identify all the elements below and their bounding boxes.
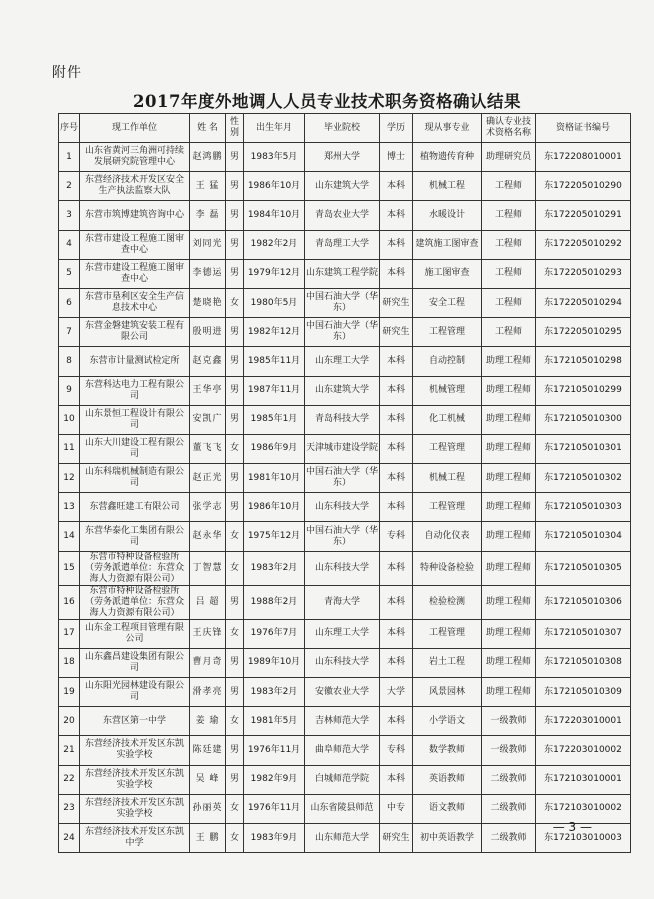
cell-birth: 1981年10月: [244, 464, 305, 493]
table-row: [59, 823, 631, 852]
cell-edu: 本科: [380, 585, 413, 619]
cell-no: 11: [59, 434, 80, 463]
cell-sex: 女: [226, 434, 244, 463]
cell-birth: 1983年2月: [244, 678, 305, 707]
cell-unit: 东营科达电力工程有限公司: [80, 376, 190, 405]
table-row: [59, 551, 631, 585]
cell-school: 中国石油大学（华东）: [305, 464, 380, 493]
cell-cert: 东172105010302: [536, 464, 631, 493]
cell-name: 姜 瑜: [190, 707, 226, 736]
header-cert: 资格证书编号: [536, 114, 631, 143]
cell-sex: 男: [226, 648, 244, 677]
cell-sex: 女: [226, 619, 244, 648]
cell-edu: 研究生: [380, 318, 413, 347]
cell-school: 山东科技大学: [305, 648, 380, 677]
cell-unit: 东营鑫旺建工有限公司: [80, 493, 190, 522]
cell-title: 工程师: [482, 259, 536, 288]
cell-sex: 男: [226, 464, 244, 493]
cell-edu: 本科: [380, 707, 413, 736]
cell-no: 16: [59, 585, 80, 619]
cell-major: 小学语文: [413, 707, 482, 736]
cell-name: 张学志: [190, 493, 226, 522]
cell-name: 李 磊: [190, 201, 226, 230]
cell-name: 滑孝亮: [190, 678, 226, 707]
cell-cert: 东172203010001: [536, 707, 631, 736]
table-row: [59, 376, 631, 405]
cell-unit: 东营市计量测试检定所: [80, 347, 190, 376]
cell-birth: 1975年12月: [244, 522, 305, 551]
header-sex: 性别: [226, 114, 244, 143]
cell-birth: 1982年9月: [244, 765, 305, 794]
cell-major: 英语教师: [413, 765, 482, 794]
cell-cert: 东172105010309: [536, 678, 631, 707]
cell-no: 13: [59, 493, 80, 522]
cell-cert: 东172105010304: [536, 522, 631, 551]
cell-cert: 东172105010307: [536, 619, 631, 648]
cell-birth: 1986年9月: [244, 434, 305, 463]
cell-title: 二级教师: [482, 823, 536, 852]
cell-sex: 男: [226, 493, 244, 522]
cell-major: 机械工程: [413, 464, 482, 493]
cell-title: 助理工程师: [482, 376, 536, 405]
cell-major: 特种设备检验: [413, 551, 482, 585]
cell-major: 语文教师: [413, 794, 482, 823]
cell-edu: 中专: [380, 794, 413, 823]
header-major: 现从事专业: [413, 114, 482, 143]
cell-title: 工程师: [482, 172, 536, 201]
header-birth: 出生年月: [244, 114, 305, 143]
cell-cert: 东172205010290: [536, 172, 631, 201]
cell-title: 助理工程师: [482, 347, 536, 376]
cell-title: 助理工程师: [482, 493, 536, 522]
cell-major: 植物遗传育种: [413, 143, 482, 172]
cell-school: 曲阜师范大学: [305, 736, 380, 765]
cell-unit: 东营市建设工程施工图审查中心: [80, 230, 190, 259]
cell-no: 8: [59, 347, 80, 376]
cell-school: 青岛农业大学: [305, 201, 380, 230]
cell-sex: 男: [226, 376, 244, 405]
table-row: [59, 201, 631, 230]
cell-school: 山东理工大学: [305, 347, 380, 376]
cell-school: 青海大学: [305, 585, 380, 619]
cell-birth: 1979年12月: [244, 259, 305, 288]
cell-unit: 东营华泰化工集团有限公司: [80, 522, 190, 551]
results-table: [58, 113, 631, 853]
cell-school: 中国石油大学（华东）: [305, 318, 380, 347]
cell-unit: 山东阳光园林建设有限公司: [80, 678, 190, 707]
cell-name: 刘同光: [190, 230, 226, 259]
table-row: [59, 619, 631, 648]
cell-unit: 东营市垦利区安全生产信息技术中心: [80, 288, 190, 317]
cell-school: 山东科技大学: [305, 493, 380, 522]
cell-edu: 本科: [380, 376, 413, 405]
cell-birth: 1986年10月: [244, 172, 305, 201]
cell-no: 12: [59, 464, 80, 493]
cell-major: 自动化仪表: [413, 522, 482, 551]
cell-unit: 山东省黄河三角洲可持续发展研究院管理中心: [80, 143, 190, 172]
cell-name: 孙丽英: [190, 794, 226, 823]
cell-school: 山东建筑工程学院: [305, 259, 380, 288]
table-row: [59, 288, 631, 317]
cell-birth: 1985年11月: [244, 347, 305, 376]
cell-sex: 男: [226, 765, 244, 794]
cell-edu: 本科: [380, 648, 413, 677]
cell-cert: 东172103010003: [536, 823, 631, 852]
cell-unit: 东营经济技术开发区安全生产执法监察大队: [80, 172, 190, 201]
header-name: 姓 名: [190, 114, 226, 143]
cell-title: 助理工程师: [482, 405, 536, 434]
cell-major: 施工图审查: [413, 259, 482, 288]
cell-title: 工程师: [482, 201, 536, 230]
table-header-row: [59, 114, 631, 143]
cell-unit: 东营经济技术开发区东凯实验学校: [80, 765, 190, 794]
cell-name: 殷明进: [190, 318, 226, 347]
cell-major: 工程管理: [413, 434, 482, 463]
cell-school: 山东建筑大学: [305, 376, 380, 405]
cell-major: 工程管理: [413, 318, 482, 347]
table-row: [59, 405, 631, 434]
table-row: [59, 765, 631, 794]
cell-name: 安凯广: [190, 405, 226, 434]
cell-edu: 本科: [380, 551, 413, 585]
annex-label: 附件: [52, 65, 82, 81]
cell-title: 助理工程师: [482, 551, 536, 585]
cell-no: 5: [59, 259, 80, 288]
cell-no: 3: [59, 201, 80, 230]
cell-cert: 东172105010305: [536, 551, 631, 585]
cell-cert: 东172205010292: [536, 230, 631, 259]
cell-unit: 山东鑫昌建设集团有限公司: [80, 648, 190, 677]
cell-cert: 东172105010300: [536, 405, 631, 434]
cell-school: 青岛理工大学: [305, 230, 380, 259]
cell-cert: 东172105010306: [536, 585, 631, 619]
cell-cert: 东172105010299: [536, 376, 631, 405]
cell-major: 数学教师: [413, 736, 482, 765]
table-row: [59, 585, 631, 619]
cell-birth: 1983年5月: [244, 143, 305, 172]
cell-cert: 东172205010294: [536, 288, 631, 317]
cell-name: 董飞飞: [190, 434, 226, 463]
cell-unit: 山东科瑞机械制造有限公司: [80, 464, 190, 493]
cell-sex: 男: [226, 259, 244, 288]
cell-title: 工程师: [482, 318, 536, 347]
cell-cert: 东172105010298: [536, 347, 631, 376]
table-row: [59, 434, 631, 463]
cell-title: 一级教师: [482, 707, 536, 736]
cell-name: 楚晓艳: [190, 288, 226, 317]
cell-sex: 女: [226, 823, 244, 852]
cell-school: 山东科技大学: [305, 551, 380, 585]
header-unit: 现工作单位: [80, 114, 190, 143]
cell-major: 安全工程: [413, 288, 482, 317]
cell-unit: 东营市特种设备检验所（劳务派遣单位：东营众海人力资源有限公司）: [80, 585, 190, 619]
cell-school: 安徽农业大学: [305, 678, 380, 707]
cell-school: 白城师范学院: [305, 765, 380, 794]
cell-major: 机械管理: [413, 376, 482, 405]
cell-birth: 1982年2月: [244, 230, 305, 259]
table-row: [59, 707, 631, 736]
cell-school: 中国石油大学（华东）: [305, 288, 380, 317]
cell-unit: 东营经济技术开发区东凯实验学校: [80, 736, 190, 765]
cell-birth: 1976年7月: [244, 619, 305, 648]
cell-school: 山东理工大学: [305, 619, 380, 648]
cell-major: 自动控制: [413, 347, 482, 376]
table-row: [59, 648, 631, 677]
cell-title: 助理工程师: [482, 434, 536, 463]
cell-title: 工程师: [482, 288, 536, 317]
cell-unit: 东营金磐建筑安装工程有限公司: [80, 318, 190, 347]
table-row: [59, 522, 631, 551]
cell-major: 工程管理: [413, 493, 482, 522]
cell-birth: 1982年12月: [244, 318, 305, 347]
table-row: [59, 318, 631, 347]
cell-no: 9: [59, 376, 80, 405]
cell-cert: 东172205010293: [536, 259, 631, 288]
cell-name: 曹月奇: [190, 648, 226, 677]
cell-cert: 东172105010303: [536, 493, 631, 522]
table-row: [59, 493, 631, 522]
cell-cert: 东172105010301: [536, 434, 631, 463]
cell-title: 二级教师: [482, 765, 536, 794]
cell-sex: 男: [226, 347, 244, 376]
cell-no: 24: [59, 823, 80, 852]
cell-no: 6: [59, 288, 80, 317]
table-row: [59, 736, 631, 765]
table-row: [59, 794, 631, 823]
cell-edu: 本科: [380, 493, 413, 522]
cell-no: 20: [59, 707, 80, 736]
cell-title: 助理工程师: [482, 648, 536, 677]
cell-sex: 女: [226, 551, 244, 585]
cell-name: 丁智慧: [190, 551, 226, 585]
cell-no: 23: [59, 794, 80, 823]
cell-name: 王华亭: [190, 376, 226, 405]
table-row: [59, 347, 631, 376]
cell-birth: 1986年10月: [244, 493, 305, 522]
cell-name: 吕 超: [190, 585, 226, 619]
cell-no: 18: [59, 648, 80, 677]
cell-unit: 东营市建设工程施工图审查中心: [80, 259, 190, 288]
header-school: 毕业院校: [305, 114, 380, 143]
cell-sex: 男: [226, 318, 244, 347]
cell-name: 王庆锋: [190, 619, 226, 648]
cell-school: 青岛科技大学: [305, 405, 380, 434]
cell-major: 工程管理: [413, 619, 482, 648]
cell-sex: 女: [226, 794, 244, 823]
cell-sex: 男: [226, 736, 244, 765]
cell-unit: 东营经济技术开发区东凯实验学校: [80, 794, 190, 823]
cell-sex: 男: [226, 143, 244, 172]
cell-cert: 东172208010001: [536, 143, 631, 172]
cell-unit: 东营区第一中学: [80, 707, 190, 736]
cell-unit: 东营市特种设备检验所（劳务派遣单位：东营众海人力资源有限公司）: [80, 551, 190, 585]
cell-title: 一级教师: [482, 736, 536, 765]
cell-major: 岩土工程: [413, 648, 482, 677]
header-edu: 学历: [380, 114, 413, 143]
cell-school: 郑州大学: [305, 143, 380, 172]
cell-title: 助理研究员: [482, 143, 536, 172]
cell-major: 水暖设计: [413, 201, 482, 230]
cell-birth: 1981年5月: [244, 707, 305, 736]
cell-edu: 本科: [380, 259, 413, 288]
cell-edu: 本科: [380, 765, 413, 794]
cell-name: 陈廷建: [190, 736, 226, 765]
cell-name: 赵正光: [190, 464, 226, 493]
cell-edu: 本科: [380, 619, 413, 648]
cell-birth: 1976年11月: [244, 794, 305, 823]
cell-sex: 男: [226, 230, 244, 259]
cell-school: 天津城市建设学院: [305, 434, 380, 463]
cell-sex: 男: [226, 201, 244, 230]
cell-sex: 男: [226, 172, 244, 201]
cell-no: 4: [59, 230, 80, 259]
cell-no: 21: [59, 736, 80, 765]
cell-no: 2: [59, 172, 80, 201]
cell-sex: 女: [226, 707, 244, 736]
cell-major: 建筑施工图审查: [413, 230, 482, 259]
cell-major: 初中英语教学: [413, 823, 482, 852]
cell-edu: 本科: [380, 230, 413, 259]
cell-edu: 本科: [380, 172, 413, 201]
cell-birth: 1987年11月: [244, 376, 305, 405]
cell-cert: 东172205010291: [536, 201, 631, 230]
cell-school: 中国石油大学（华东）: [305, 522, 380, 551]
cell-title: 助理工程师: [482, 619, 536, 648]
cell-no: 17: [59, 619, 80, 648]
document-title: 2017年度外地调人人员专业技术职务资格确认结果: [133, 92, 521, 111]
cell-sex: 男: [226, 405, 244, 434]
header-no: 序号: [59, 114, 80, 143]
cell-name: 王 鹏: [190, 823, 226, 852]
cell-birth: 1988年2月: [244, 585, 305, 619]
page-number: — 3 —: [552, 820, 592, 834]
cell-school: 山东建筑大学: [305, 172, 380, 201]
cell-unit: 东营市筑博建筑咨询中心: [80, 201, 190, 230]
header-title: 确认专业技术资格名称: [482, 114, 536, 143]
cell-sex: 女: [226, 288, 244, 317]
cell-name: 赵克鑫: [190, 347, 226, 376]
cell-sex: 女: [226, 522, 244, 551]
cell-major: 风景园林: [413, 678, 482, 707]
cell-birth: 1985年1月: [244, 405, 305, 434]
cell-unit: 山东金工程项目管理有限公司: [80, 619, 190, 648]
table-row: [59, 464, 631, 493]
cell-no: 10: [59, 405, 80, 434]
cell-edu: 本科: [380, 201, 413, 230]
table-row: [59, 172, 631, 201]
cell-title: 助理工程师: [482, 464, 536, 493]
cell-no: 1: [59, 143, 80, 172]
cell-edu: 大学: [380, 678, 413, 707]
cell-edu: 本科: [380, 434, 413, 463]
cell-school: 吉林师范大学: [305, 707, 380, 736]
cell-birth: 1980年5月: [244, 288, 305, 317]
cell-birth: 1976年11月: [244, 736, 305, 765]
cell-cert: 东172205010295: [536, 318, 631, 347]
cell-cert: 东172105010308: [536, 648, 631, 677]
table-row: [59, 143, 631, 172]
cell-unit: 山东景恒工程设计有限公司: [80, 405, 190, 434]
cell-edu: 研究生: [380, 288, 413, 317]
cell-edu: 专科: [380, 522, 413, 551]
cell-no: 15: [59, 551, 80, 585]
cell-edu: 本科: [380, 405, 413, 434]
cell-birth: 1983年2月: [244, 551, 305, 585]
cell-edu: 本科: [380, 347, 413, 376]
cell-edu: 专科: [380, 736, 413, 765]
cell-cert: 东172103010001: [536, 765, 631, 794]
cell-edu: 研究生: [380, 823, 413, 852]
cell-no: 14: [59, 522, 80, 551]
cell-name: 王 猛: [190, 172, 226, 201]
table-row: [59, 230, 631, 259]
cell-name: 吴 峰: [190, 765, 226, 794]
cell-edu: 博士: [380, 143, 413, 172]
cell-no: 19: [59, 678, 80, 707]
cell-sex: 男: [226, 585, 244, 619]
cell-title: 二级教师: [482, 794, 536, 823]
cell-no: 7: [59, 318, 80, 347]
cell-name: 赵永华: [190, 522, 226, 551]
table-body: [59, 143, 631, 853]
cell-no: 22: [59, 765, 80, 794]
cell-birth: 1989年10月: [244, 648, 305, 677]
cell-title: 助理工程师: [482, 678, 536, 707]
cell-cert: 东172103010002: [536, 794, 631, 823]
cell-cert: 东172203010002: [536, 736, 631, 765]
table-row: [59, 678, 631, 707]
cell-unit: 山东大川建设工程有限公司: [80, 434, 190, 463]
cell-title: 助理工程师: [482, 522, 536, 551]
cell-school: 山东师范大学: [305, 823, 380, 852]
cell-unit: 东营经济技术开发区东凯中学: [80, 823, 190, 852]
cell-major: 机械工程: [413, 172, 482, 201]
cell-title: 助理工程师: [482, 585, 536, 619]
cell-major: 检验检测: [413, 585, 482, 619]
cell-title: 工程师: [482, 230, 536, 259]
table-row: [59, 259, 631, 288]
cell-birth: 1984年10月: [244, 201, 305, 230]
cell-school: 山东省陵县师范: [305, 794, 380, 823]
cell-major: 化工机械: [413, 405, 482, 434]
cell-name: 赵鸿鹏: [190, 143, 226, 172]
cell-birth: 1983年9月: [244, 823, 305, 852]
cell-edu: 本科: [380, 464, 413, 493]
cell-name: 李德运: [190, 259, 226, 288]
cell-sex: 男: [226, 678, 244, 707]
